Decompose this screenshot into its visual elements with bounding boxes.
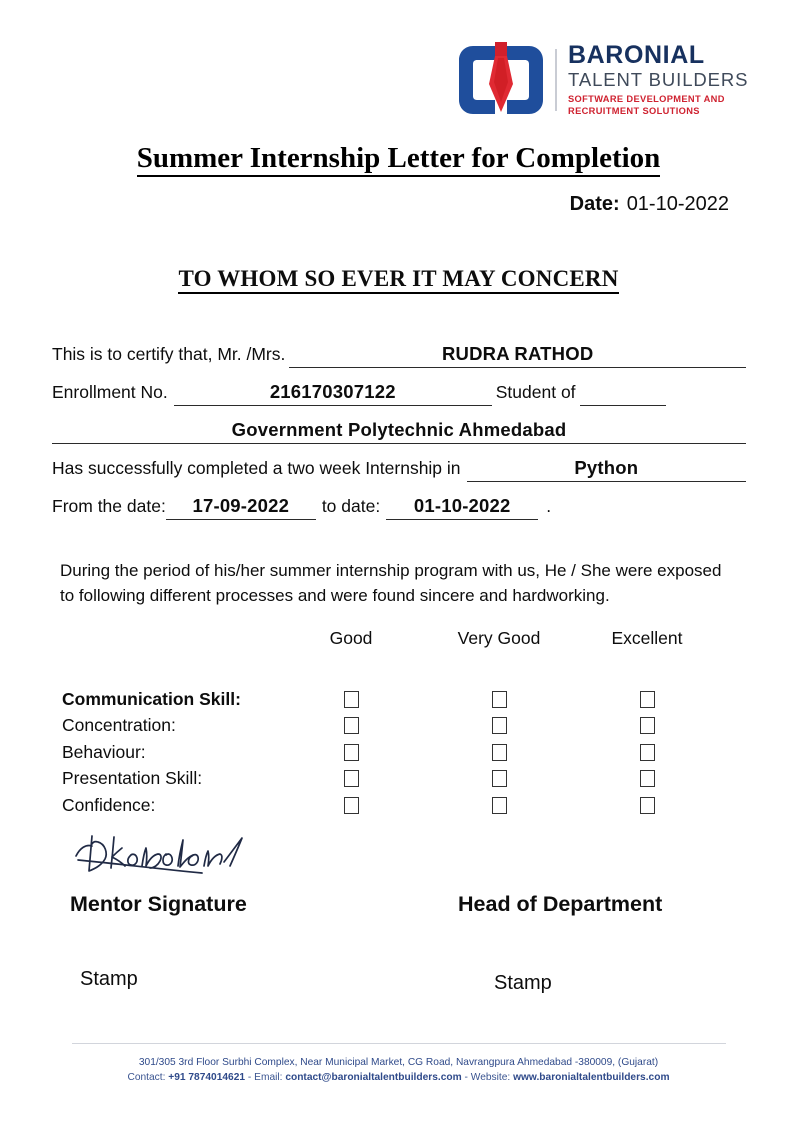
completed-label: Has successfully completed a two week Internship in (52, 458, 461, 478)
institute-field[interactable] (52, 417, 746, 444)
mentor-signature-label: Mentor Signature (70, 892, 247, 916)
checkbox-presentation-excellent[interactable] (640, 770, 655, 787)
head-of-department-label: Head of Department (458, 892, 663, 916)
footer-contact-line (0, 1071, 797, 1086)
rating-cell-very-good[interactable] (425, 691, 573, 708)
student-of-field[interactable] (580, 379, 666, 406)
to-date-label: to date: (321, 496, 381, 516)
rating-label-behaviour: Behaviour: (62, 741, 146, 762)
company-logo (455, 34, 755, 126)
rating-cell-good[interactable] (277, 797, 425, 814)
rating-cell-very-good[interactable] (425, 797, 573, 814)
rating-label-concentration: Concentration: (62, 715, 176, 736)
ratings-table (62, 628, 722, 819)
table-row (62, 686, 722, 713)
rating-cell-good[interactable] (277, 691, 425, 708)
certificate-form (52, 330, 746, 520)
footer-website-label: Website: (470, 1071, 511, 1083)
checkbox-communication-very-good[interactable] (492, 691, 507, 708)
table-row (62, 766, 722, 793)
rating-cell-good[interactable] (277, 744, 425, 761)
page-title (0, 142, 797, 175)
rating-cell-very-good[interactable] (425, 717, 573, 734)
rating-label-confidence: Confidence: (62, 794, 156, 815)
from-date-value: 17-09-2022 (192, 495, 290, 516)
enrollment-label: Enrollment No. (52, 382, 168, 402)
ratings-body (62, 686, 722, 819)
stamp-label-left: Stamp (80, 968, 138, 990)
certify-label: This is to certify that, Mr. /Mrs. (52, 344, 286, 364)
ratings-header-spacer (62, 628, 277, 654)
checkbox-confidence-good[interactable] (344, 797, 359, 814)
course-field[interactable] (467, 455, 746, 482)
internship-paragraph: During the period of his/her summer internship program with us, He / She were exposed to following different processes and were found sincere and hardworking. (60, 561, 722, 605)
date-line (0, 193, 797, 216)
ratings-column-very-good: Very Good (457, 628, 541, 648)
from-date-label: From the date: (52, 496, 166, 516)
logo-line-tagline: SOFTWARE DEVELOPMENT AND RECRUITMENT SOLUTIONS (568, 94, 725, 116)
mentor-signature-image (70, 826, 260, 878)
institute-value: Government Polytechnic Ahmedabad (231, 419, 567, 440)
page-title-text: Summer Internship Letter for Completion (137, 142, 661, 177)
table-row (62, 713, 722, 740)
rating-cell-excellent[interactable] (573, 770, 721, 787)
logo-line-baronial: BARONIAL (568, 40, 705, 69)
checkbox-concentration-very-good[interactable] (492, 717, 507, 734)
student-of-label: Student of (495, 382, 576, 402)
rating-cell-good[interactable] (277, 770, 425, 787)
checkbox-behaviour-very-good[interactable] (492, 744, 507, 761)
concern-heading (0, 266, 797, 292)
footer (0, 1056, 797, 1086)
to-date-field[interactable] (386, 493, 538, 520)
rating-cell-excellent[interactable] (573, 717, 721, 734)
checkbox-presentation-good[interactable] (344, 770, 359, 787)
table-row (62, 792, 722, 819)
row-course (52, 444, 746, 482)
rating-label-presentation-skill: Presentation Skill: (62, 768, 203, 789)
checkbox-behaviour-good[interactable] (344, 744, 359, 761)
rating-cell-excellent[interactable] (573, 691, 721, 708)
footer-email[interactable]: contact@baronialtalentbuilders.com (285, 1071, 462, 1083)
rating-cell-good[interactable] (277, 717, 425, 734)
checkbox-concentration-excellent[interactable] (640, 717, 655, 734)
date-label: Date: (569, 193, 620, 215)
row-enrollment (52, 368, 746, 406)
date-value: 01-10-2022 (626, 193, 729, 215)
period-end: . (546, 496, 552, 516)
checkbox-presentation-very-good[interactable] (492, 770, 507, 787)
footer-divider (72, 1043, 726, 1044)
footer-email-label: Email: (254, 1071, 283, 1083)
checkbox-communication-good[interactable] (344, 691, 359, 708)
enrollment-no-value: 216170307122 (269, 381, 396, 402)
rating-cell-excellent[interactable] (573, 797, 721, 814)
to-date-value: 01-10-2022 (413, 495, 511, 516)
course-value: Python (574, 457, 639, 478)
logo-line-talent-builders: TALENT BUILDERS (568, 68, 749, 90)
footer-website[interactable]: www.baronialtalentbuilders.com (513, 1071, 670, 1083)
table-row (62, 739, 722, 766)
checkbox-communication-excellent[interactable] (640, 691, 655, 708)
checkbox-behaviour-excellent[interactable] (640, 744, 655, 761)
footer-address: 301/305 3rd Floor Surbhi Complex, Near Municipal Market, CG Road, Navrangpura Ahmedabad -380009, (Gujarat) (138, 1057, 659, 1068)
rating-cell-very-good[interactable] (425, 744, 573, 761)
row-dates (52, 482, 746, 520)
concern-heading-text: TO WHOM SO EVER IT MAY CONCERN (178, 266, 618, 294)
student-name-field[interactable] (289, 341, 746, 368)
stamp-label-right: Stamp (494, 972, 552, 994)
ratings-column-good: Good (329, 628, 373, 648)
logo-divider (555, 49, 557, 111)
footer-phone[interactable]: +91 7874014621 (168, 1071, 246, 1083)
checkbox-confidence-excellent[interactable] (640, 797, 655, 814)
rating-label-communication-skill: Communication Skill: (62, 688, 241, 709)
checkbox-confidence-very-good[interactable] (492, 797, 507, 814)
checkbox-concentration-good[interactable] (344, 717, 359, 734)
row-institute (52, 406, 746, 444)
logo-mark-tie-icon (455, 40, 547, 120)
enrollment-no-field[interactable] (174, 379, 492, 406)
row-student-name (52, 330, 746, 368)
footer-separator-2: - (464, 1071, 468, 1083)
rating-cell-excellent[interactable] (573, 744, 721, 761)
ratings-column-excellent: Excellent (611, 628, 683, 648)
logo-wordmark (568, 40, 755, 118)
ratings-header-row (62, 628, 722, 654)
student-name-value: RUDRA RATHOD (441, 343, 594, 364)
rating-cell-very-good[interactable] (425, 770, 573, 787)
from-date-field[interactable] (166, 493, 316, 520)
footer-separator-1: - (247, 1071, 252, 1083)
footer-contact-label: Contact: (127, 1071, 166, 1083)
